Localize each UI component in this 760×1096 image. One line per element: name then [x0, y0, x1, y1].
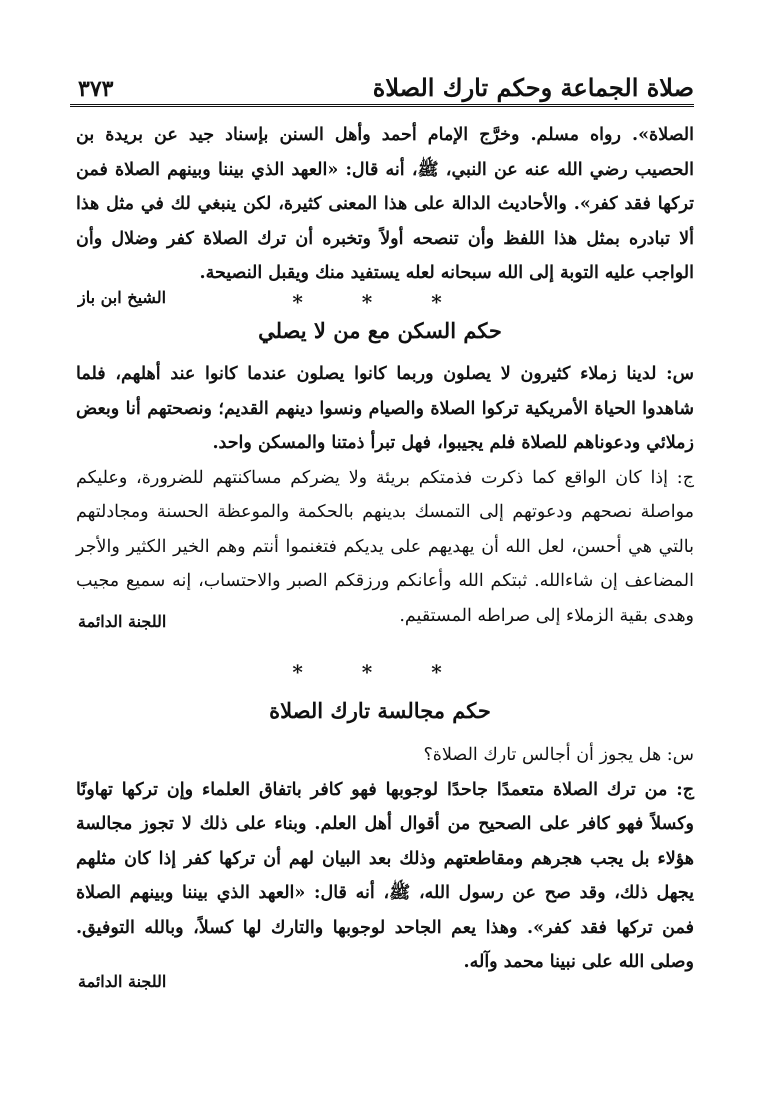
section-3-signature: اللجنة الدائمة — [78, 972, 167, 991]
section-3-title: حكم مجالسة تارك الصلاة — [269, 698, 491, 723]
section-2-question: س: لدينا زملاء كثيرون لا يصلون وربما كانوا يصلون عندما كانوا عند أهلهم، فلما شاهدوا الحياة الأمريكية تركوا الصلاة والصيام ونسوا دينهم القديم؛ ونصحتهم أنا وبعض زملائي ودعوناهم للصلاة فلم يجيبوا، فهل تبرأ ذمتنا والمسكن واحد. — [76, 364, 694, 453]
section-1-signature: الشيخ ابن باز — [78, 288, 167, 307]
divider-stars: * * * — [292, 660, 468, 684]
section-3 — [76, 738, 694, 980]
page-header — [78, 66, 694, 102]
section-2-signature: اللجنة الدائمة — [78, 612, 167, 631]
divider-stars: * * * — [292, 290, 468, 314]
section-2-title: حكم السكن مع من لا يصلي — [258, 318, 502, 343]
section-3-question: س: هل يجوز أن أجالس تارك الصلاة؟ — [423, 745, 694, 765]
section-2-answer: ج: إذا كان الواقع كما ذكرت فذمتكم بريئة ولا يضركم مساكنتهم للضرورة، وعليكم مواصلة نصحهم ودعوتهم إلى التمسك بدينهم بالحكمة والموعظة الحسنة ومجادلتهم بالتي هي أحسن، لعل الله أن يهديهم على يديكم فتغنموا أنتم وهم الخير الكثير والأجر المضاعف إن شاءالله. ثبتكم الله وأعانكم ورزقكم الصبر والاحتساب، إنه سميع مجيب وهدى بقية الزملاء إلى صراطه المستقيم. — [76, 467, 694, 626]
section-3-answer: ج: من ترك الصلاة متعمدًا جاحدًا لوجوبها فهو كافر باتفاق العلماء وإن تركها تهاونًا وكسلاً فهو كافر على الصحيح من أقوال أهل العلم. وبناء على ذلك لا تجوز مجالسة هؤلاء بل يجب هجرهم ومقاطعتهم وذلك بعد البيان لهم أن تركها كفر إذا كان مثلهم يجهل ذلك، وقد صح عن رسول الله، ﷺ، أنه قال: «العهد الذي بيننا وبينهم الصلاة فمن تركها فقد كفر». وهذا يعم الجاحد لوجوبها والتارك لها كسلاً، وبالله التوفيق. وصلى الله على نبينا محمد وآله. — [76, 779, 694, 972]
section-2 — [76, 357, 694, 633]
section-1 — [76, 118, 694, 291]
page-number: ٣٧٣ — [78, 76, 114, 102]
header-rule — [70, 104, 694, 107]
section-1-paragraph: الصلاة». رواه مسلم. وخرَّج الإمام أحمد وأهل السنن بإسناد جيد عن بريدة بن الحصيب رضي الله عنه عن النبي، ﷺ، أنه قال: «العهد الذي بيننا وبينهم الصلاة فمن تركها فقد كفر». والأحاديث الدالة على هذا المعنى كثيرة، لكن ينبغي لك في مثل هذا ألا تبادره بمثل هذا اللفظ وأن تنصحه أولاً وتخبره أن ترك الصلاة كفر وضلال وأن الواجب عليه التوبة إلى الله سبحانه لعله يستفيد منك ويقبل النصيحة. — [76, 125, 694, 283]
running-title: صلاة الجماعة وحكم تارك الصلاة — [372, 73, 694, 102]
